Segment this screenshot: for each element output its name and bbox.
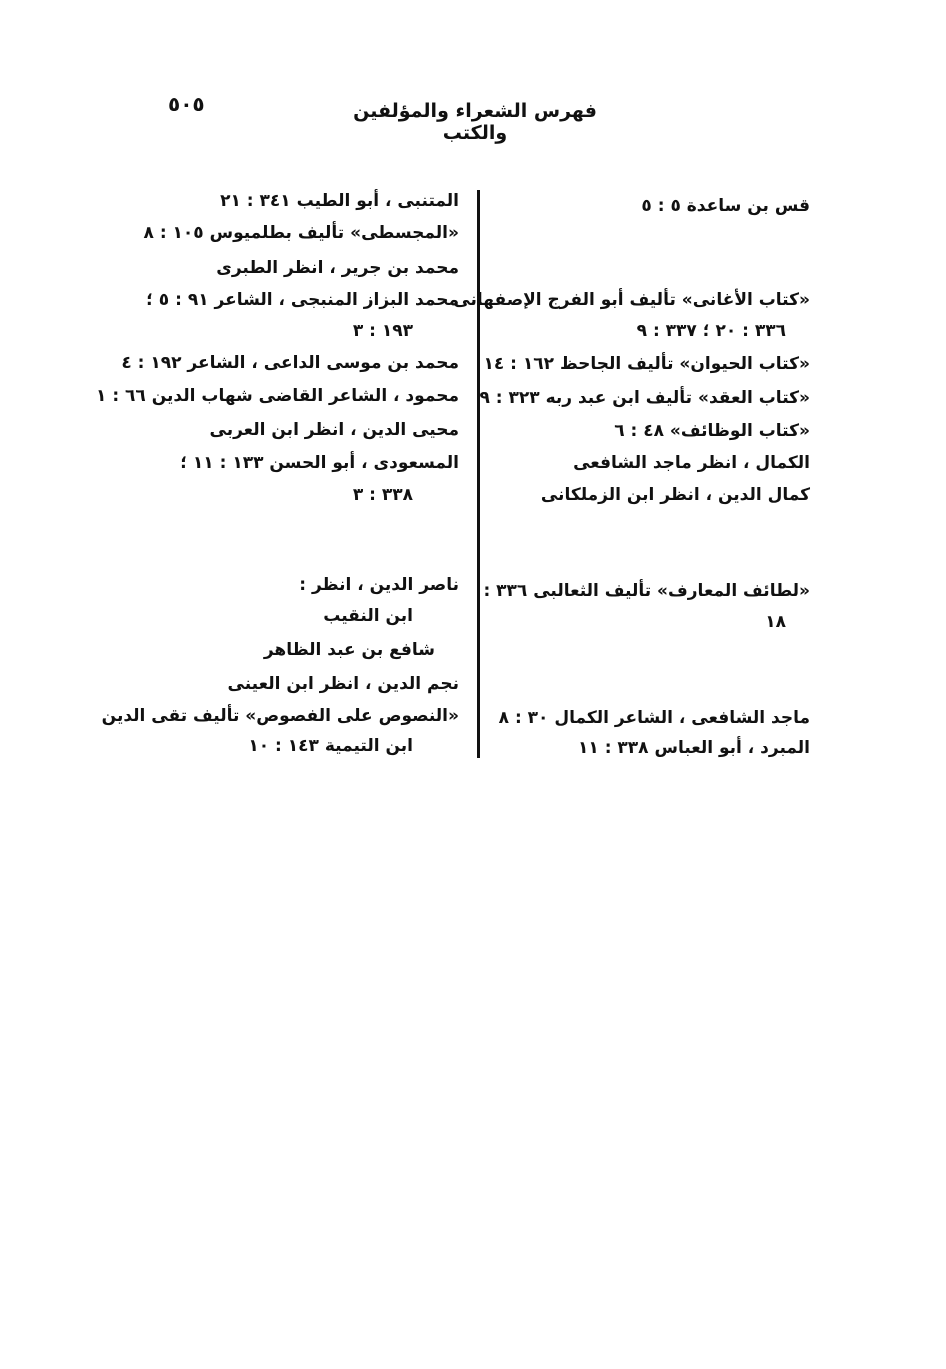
index-entry: محمد بن موسى الداعى ، الشاعر ١٩٢ : ٤ — [121, 353, 459, 373]
index-entry: «النصوص على الفصوص» تأليف تقى الدين — [101, 706, 459, 726]
index-entry-continuation: ابن التيمية ١٤٣ : ١٠ — [248, 736, 413, 756]
index-entry: قس بن ساعدة ٥ : ٥ — [641, 196, 810, 216]
index-entry-continuation: ٣٣٨ : ٣ — [352, 485, 413, 505]
index-entry: نجم الدين ، انظر ابن العينى — [227, 674, 459, 694]
index-entry: الكمال ، انظر ماجد الشافعى — [573, 453, 810, 473]
index-entry: المتنبى ، أبو الطيب ٣٤١ : ٢١ — [220, 191, 459, 211]
index-entry: كمال الدين ، انظر ابن الزملكانى — [540, 485, 810, 505]
index-entry: «لطائف المعارف» تأليف الثعالبى ٣٣٦ : — [483, 581, 810, 601]
index-entry: المبرد ، أبو العباس ٣٣٨ : ١١ — [578, 738, 810, 758]
index-entry: محمد البزاز المنبجى ، الشاعر ٩١ : ٥ ؛ — [146, 290, 459, 310]
index-entry: «كتاب الوظائف» ٤٨ : ٦ — [614, 421, 810, 441]
index-entry-continuation: ٣٣٦ : ٢٠ ؛ ٣٣٧ : ٩ — [636, 321, 786, 341]
index-entry: محمد بن جرير ، انظر الطبرى — [216, 258, 459, 278]
index-entry-continuation: ١٨ — [765, 612, 786, 632]
index-subentry: ابن النقيب — [323, 606, 413, 626]
page-number: ٥٠٥ — [168, 92, 205, 116]
index-entry: محمود ، الشاعر القاضى شهاب الدين ٦٦ : ١ — [96, 386, 459, 406]
column-divider — [477, 190, 480, 758]
index-entry: محيى الدين ، انظر ابن العربى — [209, 420, 459, 440]
index-entry: «كتاب الحيوان» تأليف الجاحظ ١٦٢ : ١٤ — [483, 354, 810, 374]
index-entry-continuation: ١٩٣ : ٣ — [352, 321, 413, 341]
running-head: فهرس الشعراء والمؤلفين والكتب — [353, 100, 597, 144]
index-entry: المسعودى ، أبو الحسن ١٣٣ : ١١ ؛ — [180, 453, 459, 473]
index-entry: «كتاب الأغانى» تأليف أبو الفرج الإصفهانى — [453, 290, 810, 310]
index-entry: «كتاب العقد» تأليف ابن عبد ربه ٣٢٣ : ٩ — [479, 388, 810, 408]
index-entry: ناصر الدين ، انظر : — [299, 575, 459, 595]
index-entry: «المجسطى» تأليف بطلميوس ١٠٥ : ٨ — [143, 223, 459, 243]
index-entry: ماجد الشافعى ، الشاعر الكمال ٣٠ : ٨ — [498, 708, 810, 728]
index-subentry: شافع بن عبد الظاهر — [263, 640, 435, 660]
